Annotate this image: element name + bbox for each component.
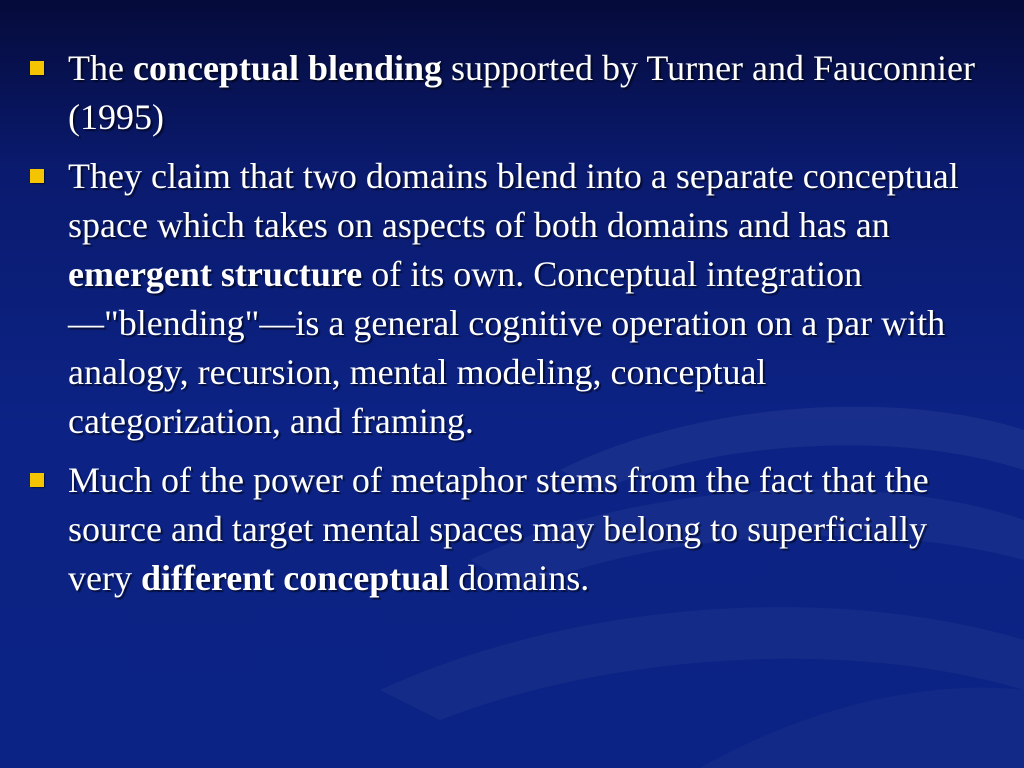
square-bullet-icon [30, 169, 44, 183]
bullet-text: They claim that two domains blend into a separate conceptual space which takes on aspects of both domains and has an emergent structure of its own. Conceptual integration—"blending"—is a general cognitive operation on a par with analogy, recursion, mental modeling, conceptual categorization, and framing. [68, 156, 959, 441]
bullet-text: The conceptual blending supported by Turner and Fauconnier (1995) [68, 48, 975, 137]
bullet-list [30, 44, 980, 613]
square-bullet-icon [30, 61, 44, 75]
bullet-item [30, 456, 980, 603]
bullet-text: Much of the power of metaphor stems from the fact that the source and target mental spaces may belong to superficially very different conceptual domains. [68, 460, 929, 598]
bullet-item [30, 152, 980, 446]
square-bullet-icon [30, 473, 44, 487]
bullet-item [30, 44, 980, 142]
